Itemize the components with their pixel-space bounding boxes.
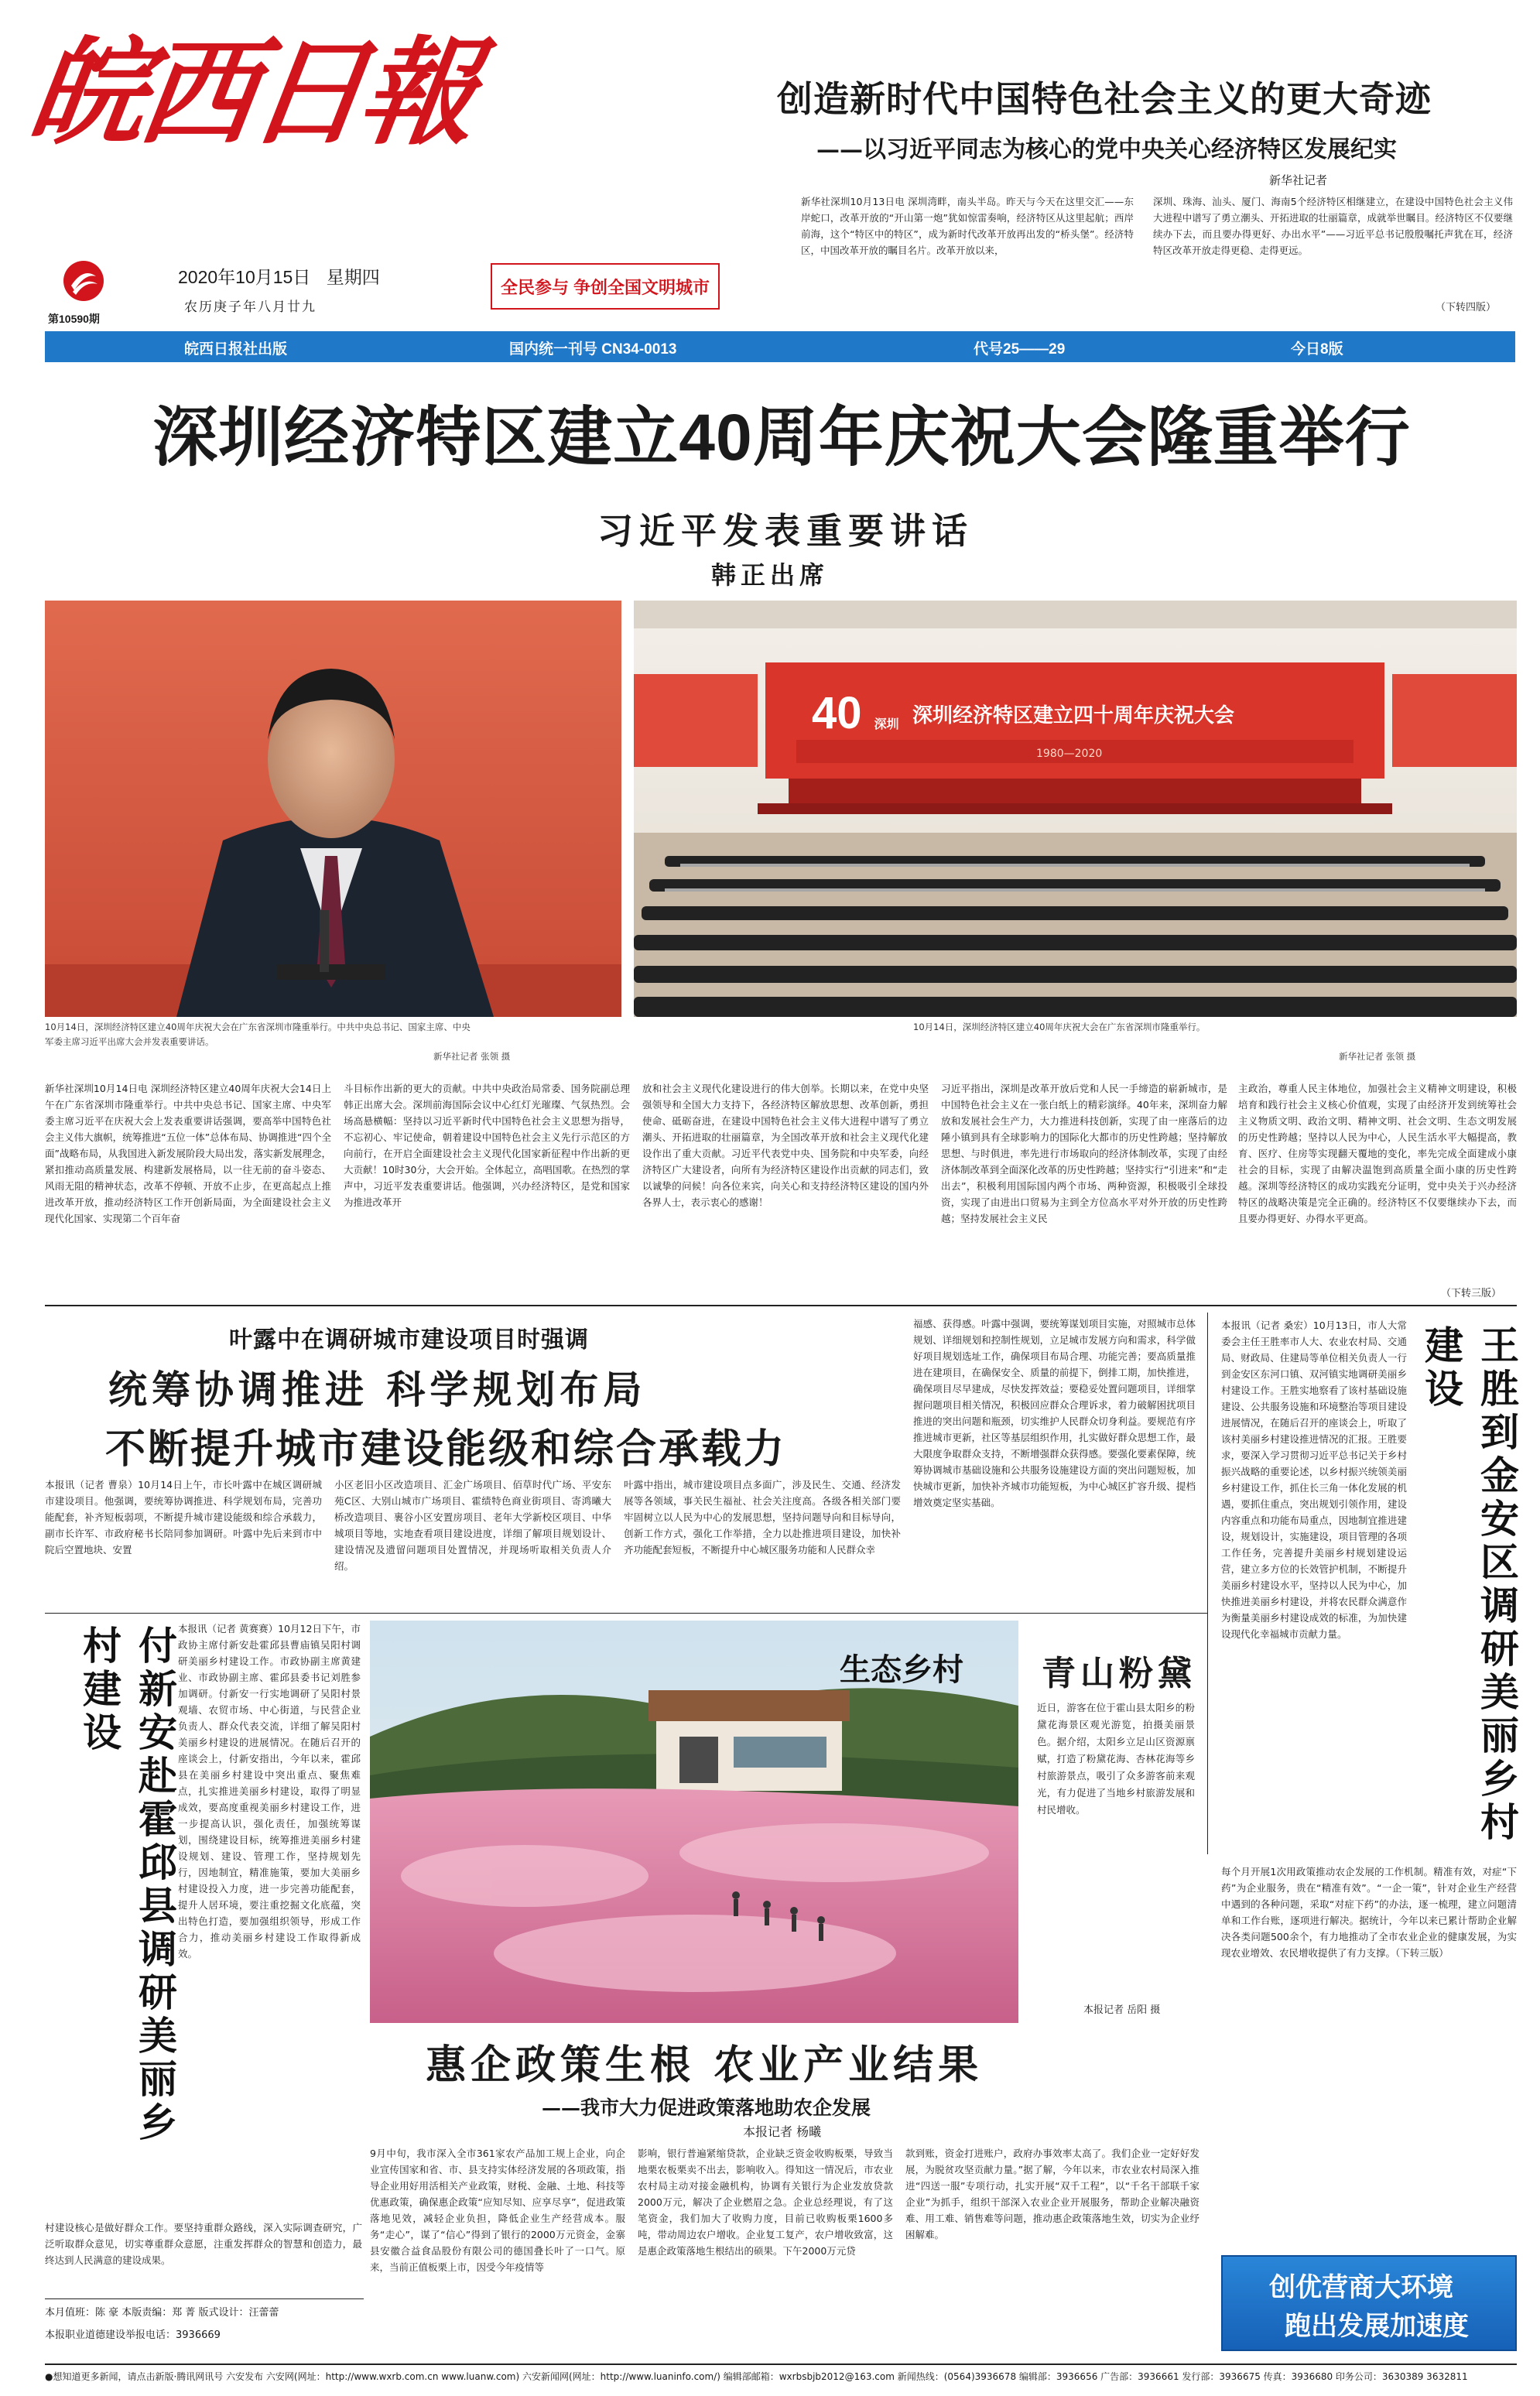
- agri-col-1: 9月中旬，我市深入全市361家农产品加工规上企业，向企业宣传国家和省、市、县支持实体经济发展的各项政策，指导企业用好用活相关产业政策，财税、金融、土地、科技等优惠政策，确保惠企政策“应知尽知、应享尽享”，促进政策落地见效，减轻企业负担，降低企业生产经营成本。服务“走心”，谋了“信心”得到了银行的2000万元资金，金寨县安徽合益食品股份有限公司的德国叠长叶了一口气。原来，当前正值板栗上市，因受今年疫情等: [370, 2148, 625, 2273]
- lead-subhead-2: 韩正出席: [710, 560, 829, 590]
- photo-hall: [634, 601, 1517, 1017]
- editors-line: 本月值班：陈 豪 本版责编：郑 菁 版式设计：汪蕾蕾: [45, 2307, 279, 2319]
- fu-col-1: 本报讯（记者 黄赛赛）10月12日下午，市政协主席付新安赴霍邱县曹庙镇吴阳村调研美丽乡村建设工作。市政协副主席黄建业、市政协副主席、霍邱县委书记刘胜参加调研。付新安一行实地调研了吴阳村景观墙、农贸市场、中心街道，与民营企业负责人、群众代表交流，详细了解吴阳村美丽乡村建设的进展情况。在随后召开的座谈会上，付新安指出，今年以来，霍邱县在美丽乡村建设中突出重点、聚焦难点，扎实推进美丽乡村建设，取得了明显成效，要高度重视美丽乡村建设工作，进一步提高认识，强化责任，加强统筹谋划，围绕建设目标，统筹推进美丽乡村建设规划、建设、管理工作，坚持规划先行，因地制宜，精准施策，要加大美丽乡村建设投入力度，进一步完善功能配套，提升人居环境，要注重挖掘文化底蕴，突出特色打造，要加强组织领导，形成工作合力，推动美丽乡村建设工作取得新成效。: [178, 1623, 361, 1960]
- ye-col-1: 本报讯（记者 曹泉）10月14日上午，市长叶露中在城区调研城市建设项目。他强调，要统筹协调推进、科学规划布局，完善功能配套，补齐短板弱项，不断提升城市建设能级和综合承载力，副市长许军、市政府秘书长陪同参加调研。叶露中先后来到市中院后空置地块、安置: [45, 1479, 322, 1556]
- newspaper-logo-icon: [62, 259, 105, 303]
- agri-col-3: 款到账，资金打进账户，政府办事效率太高了。我们企业一定好好发展，为脱贫攻坚贡献力量。”据了解，今年以来，市农业农村局深入推进“四送一服”专项行动，扎实开展“双千工程”，以“千名干部联千家企业”为抓手，组织干部深入农业企业开展服务，帮助企业解决融资难、用工难、销售难等问题，推动惠企政策落地生效，切实为企业纾困解难。: [905, 2148, 1199, 2240]
- publisher: 皖西日报社出版: [184, 341, 288, 358]
- agri-subtitle: ——我市大力促进政策落地助农企发展: [542, 2096, 871, 2119]
- ye-title-2: 不断提升城市建设能级和综合承载力: [105, 1426, 787, 1473]
- stage-banner: 深圳经济特区建立四十周年庆祝大会: [912, 704, 1235, 727]
- date-line: [178, 263, 380, 289]
- feature-text: 近日，游客在位于霍山县太阳乡的粉黛花海景区观光游览，拍摄美丽景色。据介绍，太阳乡立足山区资源禀赋，打造了粉黛花海、杏林花海等乡村旅游景点，吸引了众多游客前来观光，有力促进了当地乡村旅游发展和村民增收。: [1037, 1702, 1195, 1816]
- credits-box: [45, 2298, 364, 2351]
- masthead-title: 皖西日報: [21, 25, 481, 161]
- lead-headline: 深圳经济特区建立40周年庆祝大会隆重举行: [152, 401, 1411, 474]
- stage-logo-sub: 深圳: [874, 718, 899, 731]
- slogan-text: 全民参与 争创全国文明城市: [500, 277, 710, 297]
- issue-number: 第10590期: [48, 313, 100, 325]
- lead-col-3: 放和社会主义现代化建设进行的伟大创举。长期以来，在党中央坚强领导和全国大力支持下，各经济特区解放思想、改革创新，勇担使命、砥砺奋进，在建设中国特色社会主义伟大进程中谱写了勇立潮头、开拓进取的壮丽篇章，为全国改革开放和社会主义现代化建设作出了重大贡献。习近平代表党中央、国务院和中央军委，向经济特区广大建设者，向所有为经济特区建设作出贡献的同志们，致以诚挚的问候！向各位来宾，向关心和支持经济特区建设的国内外各界人士，表示衷心的感谢！: [642, 1083, 929, 1208]
- issue-weekday: 星期四: [326, 267, 380, 287]
- feature-credit: 本报记者 岳阳 摄: [1083, 2004, 1161, 2016]
- cn-number: 国内统一刊号 CN34-0013: [509, 341, 677, 358]
- promo-line-2: 跑出发展加速度: [1285, 2312, 1469, 2341]
- lead-col-2: 斗目标作出新的更大的贡献。中共中央政治局常委、国务院副总理韩正出席大会。深圳前海国际会议中心红灯光璀璨、气氛热烈。会场高悬横幅：坚持以习近平新时代中国特色社会主义思想为指导，不忘初心、牢记使命，朝着建设中国特色社会主义先行示范区的方向前行，在开启全面建设社会主义现代化国家新征程中作出新的更大贡献！10时30分，大会开始。全体起立，高唱国歌。在热烈的掌声中，习近平发表重要讲话。他强调，兴办经济特区，是党和国家为推进改革开: [344, 1083, 630, 1208]
- ye-title-1: 统筹协调推进 科学规划布局: [108, 1367, 647, 1412]
- photo-hall-caption: 10月14日，深圳经济特区建立40周年庆祝大会在广东省深圳市隆重举行。: [913, 1022, 1206, 1032]
- ye-col-3: 叶露中指出，城市建设项目点多面广，涉及民生、交通、经济发展等各领域，事关民生福祉、社会关注度高。各级各相关部门要牢固树立以人民为中心的发展思想，坚持问题导向和目标导向，创新工作方式，强化工作举措，全力以赴推进项目建设，加快补齐功能配套短板，不断提升中心城区服务功能和人民群众幸: [624, 1479, 901, 1556]
- feature-title-2: 青山粉黛: [1042, 1654, 1196, 1693]
- lunar-date: 农历庚子年八月廿九: [184, 300, 317, 315]
- photo-speaker-caption: [45, 1020, 478, 1049]
- stage-logo: [812, 687, 899, 739]
- agri-title: 惠企政策生根 农业产业结果: [426, 2042, 984, 2089]
- stage-years: 1980—2020: [1036, 748, 1103, 760]
- top-story-byline: 新华社记者: [1269, 173, 1328, 187]
- lead-col-5: 主政治，尊重人民主体地位，加强社会主义精神文明建设，积极培育和践行社会主义核心价值观，实现了由经济开发到统筹社会主义物质文明、政治文明、精神文明、社会文明、生态文明发展的历史性跨越；坚持以人民为中心，人民生活水平大幅提高，教育、医疗、住房等实现翻天覆地的变化，率先完成全面建成小康社会的目标，实现了由解决温饱到高质量全面小康的历史性跨越。深圳等经济特区的成功实践充分证明，党中央关于兴办经济特区的战略决策是完全正确的。经济特区不仅要继续办下去，而且要办得更好、办得水平更高。: [1238, 1083, 1517, 1224]
- issue-date: 2020年10月15日: [178, 267, 311, 287]
- photo-speaker-credit: 新华社记者 张领 摄: [433, 1051, 511, 1062]
- page-count: 今日8版: [1291, 341, 1343, 358]
- promo-line-1: 创优营商大环境: [1269, 2273, 1453, 2302]
- agri-col-2: 影响，银行普遍紧缩贷款，企业缺乏资金收购板栗，导致当地栗农板栗卖不出去，影响收入。得知这一情况后，市农业农村局主动对接金融机构，协调有关银行为企业发放贷款2000万元，解决了企业燃眉之急。企业总经理说，有了这笔资金，我们加大了收购力度，目前已收购板栗1600多吨，带动周边农户增收。企业复工复产，农户增收致富，这是惠企政策落地生根结出的硕果。下午2000万元贷: [638, 2148, 893, 2257]
- top-story-subtitle: ——以习近平同志为核心的党中央关心经济特区发展纪实: [816, 136, 1397, 163]
- agri-col-4: 每个月开展1次用政策推动农企发展的工作机制。精准有效，对症“下药”为企业服务，贵在“精准有效”。“一企一策”，针对企业生产经营中遇到的各种问题，采取“对症下药”的办法，逐一梳理，建立问题清单和工作台账，逐项进行解决。据统计，今年以来已累计帮助企业解决各类问题500余个，有力地推动了全市农业企业的健康发展，为实现农业增效、农民增收提供了有力支撑。（下转三版）: [1221, 1866, 1517, 1959]
- stage-logo-number: 40: [812, 688, 862, 738]
- feature-title-1: 生态乡村: [840, 1652, 963, 1688]
- footer-text: ●想知道更多新闻，请点击新版·腾讯网讯号 六安发布 六安网(网址：http://www.wxrb.com.cn www.luanw.com) 六安新闻网(网址：http://www.luaninfo.com/) 编辑部邮箱：wxrbsbjb2012@163.com 新闻热线：(0564)3936678 编辑部：3936656 广告部：3936661 发行部：3936675 传真：3936680 印务公司：3630389 3632811: [45, 2371, 1468, 2382]
- ye-col-4: 福感、获得感。叶露中强调，要统筹谋划项目实施，对照城市总体规划、详细规划和控制性规划，立足城市发展方向和需求，科学做好项目规划选址工作，确保项目布局合理、功能完善；要高质量推进在建项目，在确保安全、质量的前提下，倒排工期，加快推进，确保项目尽早建成，尽快发挥效益；要稳妥处置问题项目，详细掌握问题项目相关情况，积极回应群众合理诉求，着力破解困扰项目推进的突出问题和瓶颈，切实维护人民群众切身利益。要规范有序推进城市更新，社区等基层组织作用，扎实做好群众思想工作，最大限度争取群众支持，不断增强群众获得感。要强化要素保障，统筹协调城市基础设施和公共服务设施建设方面的突出问题短板，加快城市更新，加快补齐城市功能短板，为中心城区扩容升级、提档增效奠定坚实基础。: [913, 1318, 1196, 1508]
- ye-col-2: 小区老旧小区改造项目、汇金广场项目、佰草时代广场、平安东苑C区、大别山城市广场项目、霍绩特色商业街项目、寄鸿曦大桥改造项目、裹谷小区安置房项目、老年大学新校区项目、中华城项目等地，实地查看项目建设进度，详细了解项目规划设计、建设情况及遗留问题项目处置情况，并现场听取相关负责人介绍。: [334, 1479, 611, 1572]
- top-story-col2: 深圳、珠海、汕头、厦门、海南5个经济特区相继建立，在建设中国特色社会主义伟大进程中谱写了勇立潮头、开拓进取的壮丽篇章，成就举世瞩目。经济特区不仅要继续办下去，而且要办得更好、办出水平”——习近平总书记殷殷嘱托声犹在耳，经济特区改革开放走得更稳、走得更远。: [1153, 196, 1513, 256]
- fu-title: 付新安赴霍邱县调研美丽乡村建设: [77, 1625, 178, 2145]
- top-story-title: 创造新时代中国特色社会主义的更大奇迹: [777, 78, 1432, 120]
- ye-kicker: 叶露中在调研城市建设项目时强调: [229, 1326, 589, 1354]
- lead-subhead: 习近平发表重要讲话: [597, 510, 974, 552]
- agri-byline: 本报记者 杨曦: [743, 2124, 822, 2139]
- divider-line: [45, 1305, 1517, 1306]
- fu-col-2: 村建设核心是做好群众工作。要坚持重群众路线，深入实际调查研究，广泛听取群众意见，切实尊重群众意愿，注重发挥群众的智慧和创造力，最终达到人民满意的建设成果。: [45, 2222, 362, 2266]
- wang-title: 王胜到金安区调研美丽乡村建设: [1419, 1325, 1520, 1845]
- hotline-line: 本报职业道德建设举报电话：3936669: [45, 2329, 221, 2341]
- wang-text: 本报讯（记者 桑宏）10月13日，市人大常委会主任王胜率市人大、农业农村局、交通局、财政局、住建局等单位相关负责人一行到金安区东河口镇、双河镇实地调研美丽乡村建设工作。王胜实地察看了该村基础设施建设、公共服务设施和环境整治等项目建设进展情况，在随后召开的座谈会上，听取了该村美丽乡村建设推进情况的汇报。王胜要求，要深入学习贯彻习近平总书记关于乡村振兴战略的重要论述，以乡村振兴统领美丽乡村建设工作，抓住长三角一体化发展的机遇，要抓住重点，突出规划引领作用，建设内容重点和功能布局重点，因地制宜推进建设，规划设计，实施建设，项目管理的各项工作任务，完善提升美丽乡村规划建设运营，建立多方位的长效管护机制，不断提升美丽乡村建设水平，坚持以人民为中心，加快推进美丽乡村建设，并将农民群众满意作为衡量美丽乡村建设成效的标准，为加快建设现代化幸福城市贡献力量。: [1221, 1320, 1407, 1640]
- caption-text-1: 10月14日，深圳经济特区建立40周年庆祝大会在广东省深圳市隆重举行。中共中央总书记、国家主席、中央军委主席习近平出席大会并发表重要讲话。: [45, 1022, 471, 1047]
- info-bar: [45, 331, 1515, 362]
- top-story-continued: （下转四版）: [1436, 302, 1497, 313]
- slogan-box: [491, 263, 720, 310]
- footer-rule: [45, 2363, 1517, 2365]
- postal-code: 代号25——29: [974, 341, 1066, 358]
- top-story-col1: 新华社深圳10月13日电 深圳湾畔，南头半岛。昨天与今天在这里交汇——东岸蛇口，改革开放的“开山第一炮”犹如惊雷奏响，经济特区从这里起航；西岸前海，这个“特区中的特区”，成为新时代改革开放再出发的“桥头堡”。经济特区，中国改革开放的瞩目名片。改革开放以来，: [801, 196, 1134, 256]
- promo-box[interactable]: [1221, 2255, 1517, 2351]
- lead-col-4: 习近平指出，深圳是改革开放后党和人民一手缔造的崭新城市，是中国特色社会主义在一张白纸上的精彩演绎。40年来，深圳奋力解放和发展社会生产力，大力推进科技创新，实现了由一座落后的边陲小镇到具有全球影响力的国际化大都市的历史性跨越；坚持解放思想、与时俱进，率先进行市场取向的经济体制改革，实现了由经济体制改革到全面深化改革的历史性跨越；坚持实行“引进来”和“走出去”，积极利用国际国内两个市场、两种资源，积极吸引全球投资，实现了由进出口贸易为主到全方位高水平对外开放的历史性跨越；坚持发展社会主义民: [941, 1083, 1227, 1224]
- photo-hall-credit: 新华社记者 张领 摄: [1339, 1051, 1416, 1062]
- lead-col-1: 新华社深圳10月14日电 深圳经济特区建立40周年庆祝大会14日上午在广东省深圳市隆重举行。中共中央总书记、国家主席、中央军委主席习近平在庆祝大会上发表重要讲话强调，要高举中国特色社会主义伟大旗帜，统筹推进“五位一体”总体布局、协调推进“四个全面”战略布局，从我国进入新发展阶段大局出发，落实新发展理念，紧扣推动高质量发展、构建新发展格局，以一往无前的奋斗姿态、风雨无阻的精神状态，改革不停顿、开放不止步，在更高起点上推进改革开放，推动经济特区工作开创新局面，为全面建设社会主义现代化国家、实现第二个百年奋: [45, 1083, 331, 1224]
- lead-continued: （下转三版）: [1441, 1288, 1502, 1299]
- photo-speaker: [45, 601, 621, 1017]
- divider-line-2: [45, 1613, 1207, 1614]
- divider-vertical: [1207, 1313, 1208, 1854]
